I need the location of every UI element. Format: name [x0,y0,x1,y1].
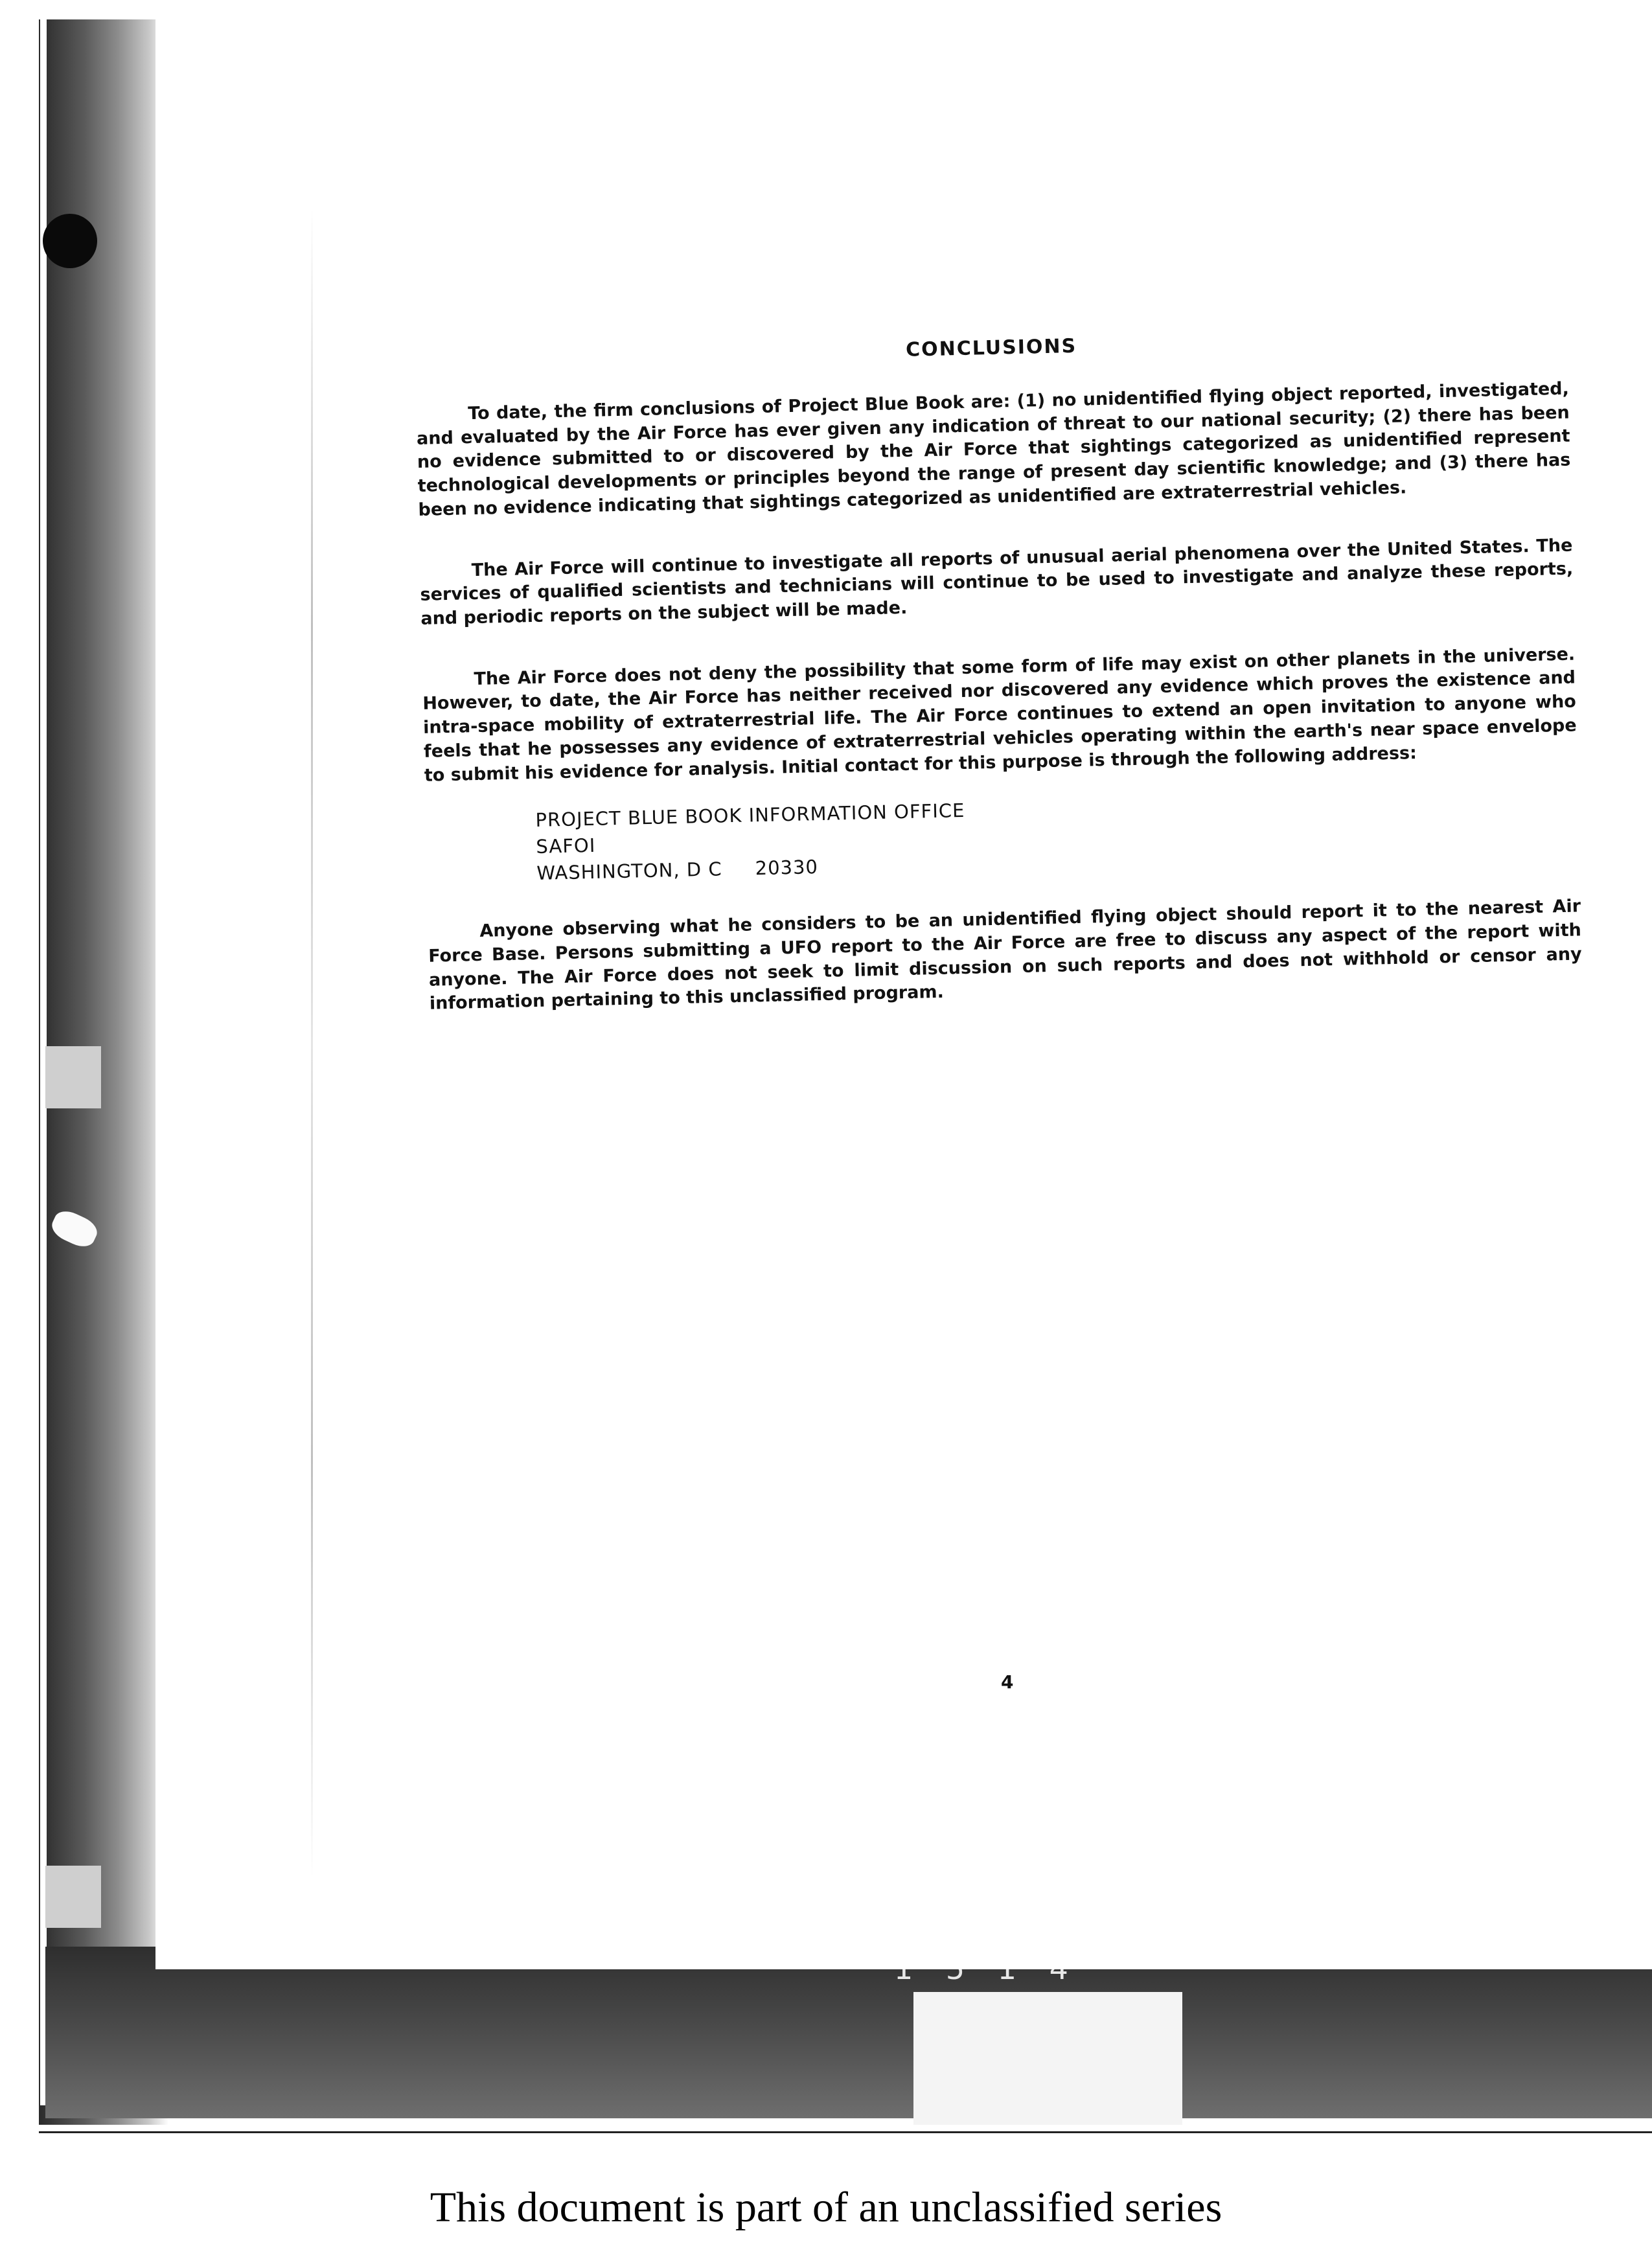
scan-paper-tab [913,1992,1182,2125]
paper-crease [311,207,313,1879]
punch-hole [43,214,97,268]
scan-border-bottom [45,1947,1652,2118]
contact-address [535,784,1579,886]
paragraph-reporting: Anyone observing what he considers to be an unidentified flying object should report it to the nearest Air Force Base. Persons submitting a UFO report to the Air Force are free to discuss any aspect of the report with anyone. The Air Force does not seek to limit discussion on such reports and does not withhold or censor any information pertaining to this unclassified program. [428,896,1582,1014]
paragraph-extraterrestrial: The Air Force does not deny the possibility that some form of life may exist on other planets in the universe. However, to date, the Air Force has neither received nor discovered any evidence which proves the existence and intra-space mobility of extraterrestrial life. The Air Force continues to extend an open invitation to anyone who feels that he possesses any evidence of extraterrestrial vehicles operating within the earth's near space envelope to submit his evidence for analysis. Initial contact for this purpose is through the following address: [422,644,1577,786]
address-line-safoi: SAFOI [536,834,596,858]
paragraph-conclusions: To date, the firm conclusions of Project Blue Book are: (1) no unidentified flying object reported, investigated, and evaluated by the Air Force has ever given any indication of threat to our national security; (2) there has been no evidence submitted to or discovered by the Air Force that sightings categorized as unidentified represent technological developments or principles beyond the range of present day scientific knowledge; and (3) there has been no evidence indicating that sightings categorized as unidentified are extraterrestrial vehicles. [416,378,1571,520]
address-line-office: PROJECT BLUE BOOK INFORMATION OFFICE [535,799,965,832]
redaction-patch [45,1046,101,1108]
page-number: 4 [1001,1671,1014,1693]
paragraph-investigation: The Air Force will continue to investigate all reports of unusual aerial phenomena over the United States. The services of qualified scientists and technicians will continue to be used to investigate and analyze these reports, and periodic reports on the subject will be made. [420,535,1574,629]
redaction-patch [45,1866,101,1928]
document-title: CONCLUSIONS [905,334,1077,361]
footer-caption: This document is part of an unclassified series [430,2184,1222,2231]
document-body [415,324,1583,1054]
address-line-city: WASHINGTON, D C 20330 [536,855,819,884]
footer-divider [39,2131,1652,2133]
